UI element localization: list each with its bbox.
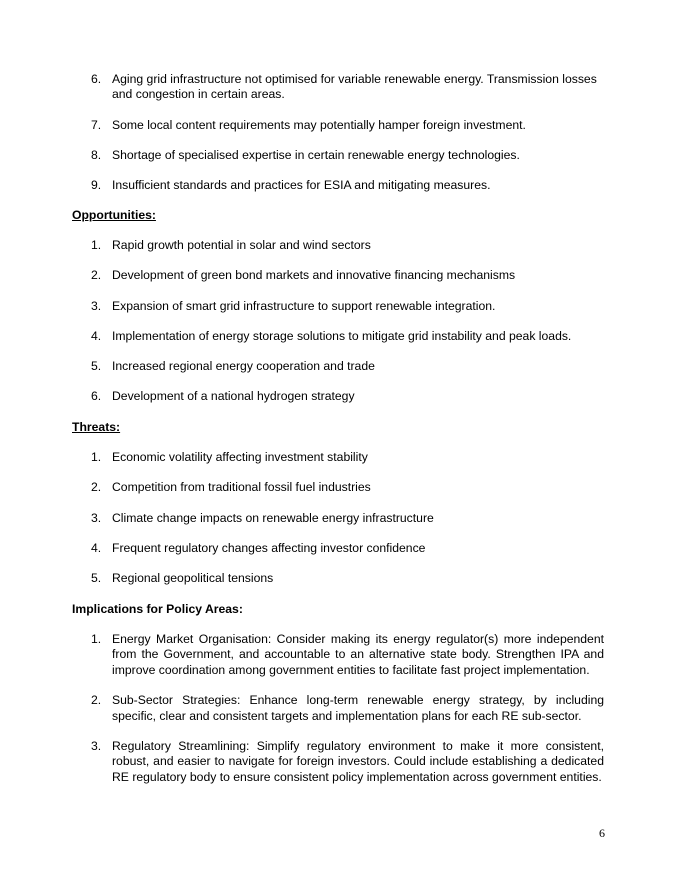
list-item-text: Aging grid infrastructure not optimised for variable renewable energy. Transmission losses and congestion in certain areas. bbox=[112, 72, 597, 102]
list-item bbox=[91, 571, 604, 586]
list-item bbox=[91, 178, 604, 193]
implications-list bbox=[91, 632, 604, 785]
list-item-text: Energy Market Organisation: Consider making its energy regulator(s) more independent from the Government, and accountable to an alternative state body. Strengthen IPA and improve coordination among government entities to facilitate fast project implementation. bbox=[112, 632, 604, 677]
list-item-number: 3. bbox=[91, 298, 102, 313]
implications-heading: Implications for Policy Areas: bbox=[72, 602, 243, 616]
list-item-text: Competition from traditional fossil fuel industries bbox=[112, 480, 371, 495]
list-item-number: 4. bbox=[91, 540, 102, 555]
threats-list bbox=[91, 450, 604, 587]
page-number: 6 bbox=[599, 826, 605, 840]
list-item-number: 5. bbox=[91, 571, 102, 586]
list-item bbox=[91, 389, 604, 404]
list-item-text: Expansion of smart grid infrastructure to support renewable integration. bbox=[112, 298, 496, 313]
opportunities-list bbox=[91, 238, 604, 405]
list-item-number: 9. bbox=[91, 178, 102, 193]
list-item-text: Development of green bond markets and innovative financing mechanisms bbox=[112, 268, 516, 283]
threats-heading: Threats: bbox=[72, 420, 121, 434]
list-item bbox=[91, 450, 604, 465]
list-item bbox=[91, 148, 604, 163]
list-item-text: Some local content requirements may potentially hamper foreign investment. bbox=[112, 117, 526, 132]
list-item-number: 5. bbox=[91, 359, 102, 374]
list-item-text: Insufficient standards and practices for ESIA and mitigating measures. bbox=[112, 178, 491, 193]
list-item bbox=[91, 238, 604, 253]
list-item-number: 1. bbox=[91, 238, 102, 252]
list-item-text: Sub-Sector Strategies: Enhance long-term renewable energy strategy, by including specific, clear and consistent targets and implementation plans for each RE sub-sector. bbox=[112, 693, 604, 723]
weaknesses-list-continued bbox=[91, 72, 604, 194]
list-item bbox=[91, 268, 604, 283]
list-item bbox=[91, 359, 604, 374]
list-item bbox=[91, 632, 604, 678]
list-item-number: 8. bbox=[91, 148, 102, 162]
list-item-number: 1. bbox=[91, 632, 102, 646]
list-item-number: 2. bbox=[91, 693, 102, 708]
list-item-text: Rapid growth potential in solar and wind sectors bbox=[112, 238, 371, 252]
list-item bbox=[91, 298, 604, 314]
list-item bbox=[91, 693, 604, 724]
list-item-text: Climate change impacts on renewable energy infrastructure bbox=[112, 510, 434, 525]
list-item-number: 2. bbox=[91, 268, 102, 283]
list-item-text: Development of a national hydrogen strategy bbox=[112, 389, 355, 404]
list-item-number: 7. bbox=[91, 117, 102, 132]
list-item-text: Increased regional energy cooperation and trade bbox=[112, 359, 375, 374]
list-item-number: 3. bbox=[91, 738, 102, 753]
list-item bbox=[91, 480, 604, 495]
list-item bbox=[91, 117, 604, 133]
list-item bbox=[91, 328, 604, 344]
list-item-number: 6. bbox=[91, 72, 102, 86]
list-item-text: Implementation of energy storage solutions to mitigate grid instability and peak loads. bbox=[112, 328, 572, 343]
list-item-number: 6. bbox=[91, 389, 102, 404]
list-item-number: 3. bbox=[91, 510, 102, 525]
list-item-text: Frequent regulatory changes affecting investor confidence bbox=[112, 540, 426, 555]
list-item-text: Regulatory Streamlining: Simplify regulatory environment to make it more consistent, robust, and easier to navigate for foreign investors. Could include establishing a dedicated RE regulatory body to ensure consistent policy implementation across government entities. bbox=[112, 738, 604, 784]
list-item bbox=[91, 510, 604, 526]
list-item bbox=[91, 72, 604, 103]
list-item-text: Economic volatility affecting investment stability bbox=[112, 450, 368, 464]
opportunities-heading: Opportunities: bbox=[72, 208, 156, 222]
list-item-text: Regional geopolitical tensions bbox=[112, 571, 274, 586]
list-item-text: Shortage of specialised expertise in certain renewable energy technologies. bbox=[112, 148, 520, 162]
list-item-number: 4. bbox=[91, 328, 102, 343]
list-item bbox=[91, 540, 604, 556]
list-item bbox=[91, 738, 604, 785]
list-item-number: 2. bbox=[91, 480, 102, 495]
list-item-number: 1. bbox=[91, 450, 102, 464]
